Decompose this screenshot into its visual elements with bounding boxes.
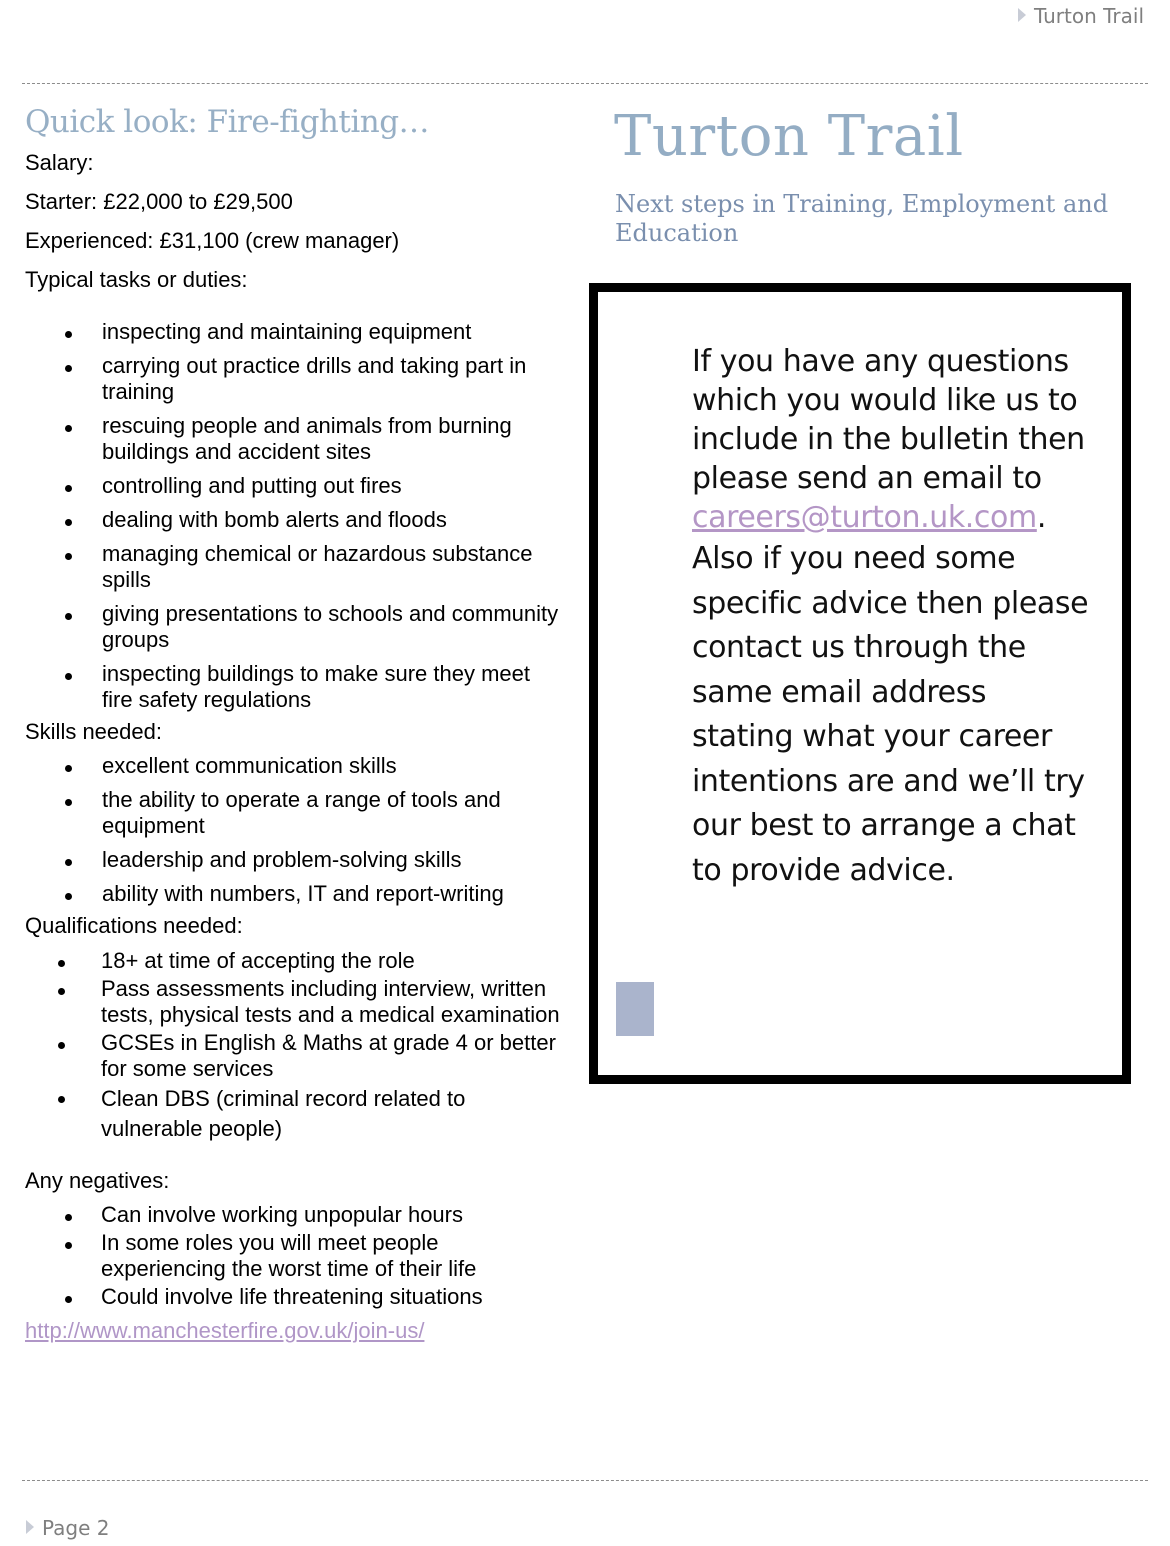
skills-list: [25, 753, 565, 907]
list-item: In some roles you will meet people experiencing the worst time of their life: [25, 1230, 565, 1282]
decorative-block: [616, 982, 654, 1036]
negatives-label: Any negatives:: [25, 1168, 170, 1193]
running-header-text: Turton Trail: [1033, 4, 1144, 28]
list-item: leadership and problem-solving skills: [25, 847, 565, 873]
contact-message: [692, 342, 1092, 893]
skills-label: Skills needed:: [25, 719, 162, 744]
triangle-bullet-icon: [1018, 8, 1026, 22]
qualifications-list: [25, 948, 565, 1144]
negatives-list: [25, 1202, 565, 1310]
starter-salary: Starter: £22,000 to £29,500: [25, 189, 293, 214]
list-item: Can involve working unpopular hours: [25, 1202, 565, 1228]
page-number: Page 2: [42, 1516, 110, 1540]
careers-email-link[interactable]: careers@turton.uk.com: [692, 500, 1037, 535]
salary-label: Salary:: [25, 150, 94, 175]
qualifications-label: Qualifications needed:: [25, 913, 243, 938]
list-item: 18+ at time of accepting the role: [25, 948, 565, 974]
list-item: controlling and putting out fires: [25, 473, 565, 499]
list-item: dealing with bomb alerts and floods: [25, 507, 565, 533]
manchester-fire-link[interactable]: http://www.manchesterfire.gov.uk/join-us/: [25, 1318, 425, 1343]
page-footer: [26, 1516, 110, 1540]
contact-advice-text: Also if you need some specific advice then please contact us through the same email address stating what your career intentions are and we’ll try our best to arrange a chat to provide advice.: [692, 541, 1089, 888]
list-item: Clean DBS (criminal record related to vulnerable people): [25, 1084, 565, 1144]
list-item: ability with numbers, IT and report-writing: [25, 881, 565, 907]
list-item: GCSEs in English & Maths at grade 4 or better for some services: [25, 1030, 565, 1082]
job-summary-column: [25, 104, 565, 1344]
email-period: .: [1036, 500, 1046, 535]
list-item: excellent communication skills: [25, 753, 565, 779]
list-item: rescuing people and animals from burning buildings and accident sites: [25, 413, 565, 465]
job-summary-heading: Quick look: Fire-fighting…: [25, 104, 430, 140]
list-item: the ability to operate a range of tools and equipment: [25, 787, 565, 839]
tasks-label: Typical tasks or duties:: [25, 267, 248, 292]
contact-intro-text: If you have any questions which you would like us to include in the bulletin then please send an email to: [692, 344, 1085, 496]
tasks-list: [25, 319, 565, 713]
contact-box: [589, 283, 1131, 1084]
newsletter-subtitle: Next steps in Training, Employment and Education: [615, 190, 1109, 247]
list-item: giving presentations to schools and community groups: [25, 601, 565, 653]
list-item: carrying out practice drills and taking part in training: [25, 353, 565, 405]
header-divider: [22, 83, 1148, 84]
footer-divider: [22, 1480, 1148, 1481]
running-header: [1018, 4, 1144, 28]
list-item: managing chemical or hazardous substance spills: [25, 541, 565, 593]
experienced-salary: Experienced: £31,100 (crew manager): [25, 228, 400, 253]
list-item: Could involve life threatening situations: [25, 1284, 565, 1310]
list-item: Pass assessments including interview, written tests, physical tests and a medical examination: [25, 976, 565, 1028]
list-item: inspecting buildings to make sure they meet fire safety regulations: [25, 661, 565, 713]
list-item: inspecting and maintaining equipment: [25, 319, 565, 345]
triangle-bullet-icon: [26, 1520, 34, 1534]
newsletter-title: Turton Trail: [614, 104, 964, 169]
